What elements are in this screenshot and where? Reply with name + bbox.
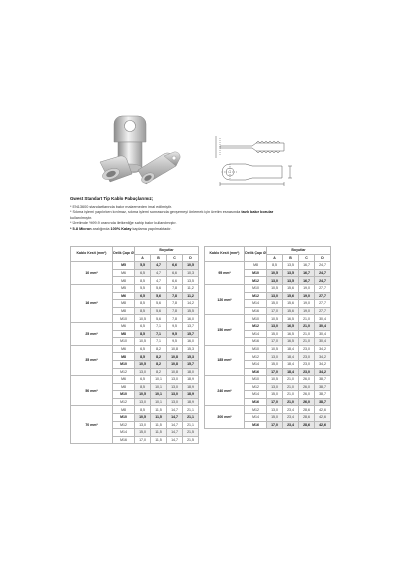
dimension-cell: 18,9 bbox=[183, 391, 199, 399]
dimension-cell: 6,6 bbox=[167, 277, 183, 285]
dimension-cell: 30,4 bbox=[315, 315, 331, 323]
table-row bbox=[205, 262, 331, 270]
hole-diameter-cell: M6 bbox=[113, 345, 135, 353]
cable-section-cell: 25 mm² bbox=[71, 322, 113, 345]
hole-diameter-cell: M16 bbox=[245, 338, 267, 346]
hole-diameter-cell: M10 bbox=[245, 269, 267, 277]
cable-lug-photo-icon bbox=[82, 112, 202, 192]
dimension-cell: 13,5 bbox=[183, 277, 199, 285]
dimension-cell: 10,5 bbox=[135, 338, 151, 346]
hole-diameter-cell: M16 bbox=[245, 307, 267, 315]
dimension-cell: 21,0 bbox=[283, 398, 299, 406]
hole-diameter-cell: M6 bbox=[113, 269, 135, 277]
dimension-cell: 19,0 bbox=[299, 300, 315, 308]
cable-section-cell: 70 mm² bbox=[71, 406, 113, 444]
dimension-cell: 17,0 bbox=[135, 436, 151, 444]
feature-emphasis: tavlı bakır borular bbox=[241, 210, 274, 215]
hole-diameter-cell: M10 bbox=[245, 315, 267, 323]
dimension-cell: 13,0 bbox=[167, 376, 183, 384]
dimension-cell: 23,4 bbox=[283, 421, 299, 429]
hole-diameter-cell: M16 bbox=[245, 398, 267, 406]
dimension-cell: 18,4 bbox=[283, 360, 299, 368]
dimension-cell: 6,6 bbox=[167, 262, 183, 270]
dimension-cell: 10,5 bbox=[135, 360, 151, 368]
dimension-cell: 5,6 bbox=[151, 315, 167, 323]
dimension-cell: 38,7 bbox=[315, 398, 331, 406]
dimension-cell: 21,0 bbox=[283, 383, 299, 391]
dimension-cell: 30,4 bbox=[315, 338, 331, 346]
cable-section-cell: 10 mm² bbox=[71, 262, 113, 285]
dimension-cell: 27,7 bbox=[315, 284, 331, 292]
dimension-cell: 14,7 bbox=[167, 406, 183, 414]
dimension-cell: 8,2 bbox=[151, 368, 167, 376]
hole-diameter-cell: M12 bbox=[245, 406, 267, 414]
table-row bbox=[71, 262, 199, 270]
dimension-cell: 18,4 bbox=[283, 345, 299, 353]
feature-text: * EN13600 standartlarında bakır malzemeden imal edilmiştir. bbox=[70, 205, 172, 209]
dimension-cell: 23,0 bbox=[299, 353, 315, 361]
dimension-cell: 23,0 bbox=[299, 345, 315, 353]
dimension-cell: 21,0 bbox=[283, 376, 299, 384]
feature-text: aralığında bbox=[91, 226, 111, 231]
dimension-cell: 6,5 bbox=[135, 376, 151, 384]
dimension-cell: 15,6 bbox=[283, 307, 299, 315]
dimension-cell: 10,5 bbox=[267, 284, 283, 292]
dimension-cell: 13,0 bbox=[167, 391, 183, 399]
dimension-cell: 34,2 bbox=[315, 368, 331, 376]
dimension-cell: 15,0 bbox=[267, 391, 283, 399]
dimension-cell: 21,5 bbox=[183, 429, 199, 437]
dimension-cell: 7,1 bbox=[151, 338, 167, 346]
header-col-d: D bbox=[315, 254, 331, 262]
dimension-cell: 15,0 bbox=[267, 414, 283, 422]
cable-section-cell: 120 mm² bbox=[205, 284, 245, 314]
dimension-cell: 16,0 bbox=[183, 315, 199, 323]
hole-diameter-cell: M8 bbox=[113, 406, 135, 414]
table-row bbox=[71, 406, 199, 414]
dimension-cell: 23,0 bbox=[299, 368, 315, 376]
dimension-cell: 15,0 bbox=[267, 300, 283, 308]
dimension-cell: 13,5 bbox=[283, 269, 299, 277]
dimension-cell: 15,0 bbox=[267, 330, 283, 338]
dimension-cell: 4,7 bbox=[151, 262, 167, 270]
dimension-cell: 28,6 bbox=[299, 421, 315, 429]
header-col-b: B bbox=[151, 254, 167, 262]
dimension-cell: 18,4 bbox=[283, 368, 299, 376]
dimension-cell: 16,5 bbox=[283, 315, 299, 323]
dimension-cell: 5,5 bbox=[135, 284, 151, 292]
dimension-cell: 7,1 bbox=[151, 330, 167, 338]
dimension-cell: 8,2 bbox=[151, 360, 167, 368]
dimension-cell: 27,7 bbox=[315, 300, 331, 308]
hole-diameter-cell: M10 bbox=[113, 315, 135, 323]
dimension-cell: 13,7 bbox=[183, 322, 199, 330]
dimension-cell: 6,6 bbox=[167, 269, 183, 277]
dimension-cell: 26,0 bbox=[299, 376, 315, 384]
dimension-cell: 14,7 bbox=[167, 421, 183, 429]
hole-diameter-cell: M14 bbox=[245, 330, 267, 338]
feature-list bbox=[70, 205, 340, 232]
dimension-cell: 15,6 bbox=[283, 284, 299, 292]
dimension-cell: 42,6 bbox=[315, 414, 331, 422]
dimension-cell: 10,5 bbox=[183, 262, 199, 270]
dimension-cell: 6,5 bbox=[135, 292, 151, 300]
dimension-cell: 38,7 bbox=[315, 376, 331, 384]
hole-diameter-cell: M10 bbox=[113, 391, 135, 399]
dimension-cell: 15,0 bbox=[267, 360, 283, 368]
dimension-cell: 26,0 bbox=[299, 383, 315, 391]
dimension-cell: 10,8 bbox=[167, 345, 183, 353]
dimension-cell: 10,5 bbox=[135, 315, 151, 323]
dimension-cell: 11,5 bbox=[151, 421, 167, 429]
dimension-cell: 30,4 bbox=[315, 330, 331, 338]
cable-section-cell: 240 mm² bbox=[205, 376, 245, 406]
dimension-cell: 10,1 bbox=[151, 383, 167, 391]
dimension-cell: 18,0 bbox=[183, 368, 199, 376]
dimension-cell: 13,0 bbox=[267, 292, 283, 300]
hole-diameter-cell: M10 bbox=[245, 345, 267, 353]
dimension-cell: 8,2 bbox=[151, 345, 167, 353]
header-col-b: B bbox=[283, 254, 299, 262]
hole-diameter-cell: M12 bbox=[245, 292, 267, 300]
dimension-cell: 17,0 bbox=[267, 398, 283, 406]
dimension-cell: 8,5 bbox=[135, 330, 151, 338]
dimension-cell: 18,9 bbox=[183, 398, 199, 406]
hole-diameter-cell: M8 bbox=[113, 330, 135, 338]
hole-diameter-cell: M10 bbox=[113, 360, 135, 368]
dimension-cell: 16,5 bbox=[283, 338, 299, 346]
hole-diameter-cell: M10 bbox=[113, 414, 135, 422]
dimension-cell: 15,6 bbox=[283, 300, 299, 308]
dimension-cell: 16,0 bbox=[183, 338, 199, 346]
header-col-d: D bbox=[183, 254, 199, 262]
dimension-cell: 7,8 bbox=[167, 292, 183, 300]
dimension-cell: 26,0 bbox=[299, 398, 315, 406]
dimension-cell: 13,5 bbox=[283, 277, 299, 285]
dimension-cell: 15,3 bbox=[183, 353, 199, 361]
hole-diameter-cell: M12 bbox=[245, 383, 267, 391]
dimension-cell: 10,5 bbox=[135, 414, 151, 422]
dimension-cell: 19,0 bbox=[299, 307, 315, 315]
dimension-cell: 17,0 bbox=[267, 307, 283, 315]
dimension-cell: 9,5 bbox=[167, 322, 183, 330]
header-col-c: C bbox=[167, 254, 183, 262]
dimension-cell: 21,1 bbox=[183, 421, 199, 429]
hole-diameter-cell: M16 bbox=[245, 368, 267, 376]
dimension-cell: 10,5 bbox=[267, 376, 283, 384]
cable-section-cell: 35 mm² bbox=[71, 345, 113, 375]
dimension-cell: 21,5 bbox=[183, 436, 199, 444]
dimension-cell: 23,0 bbox=[299, 360, 315, 368]
feature-text: kullanılmıştır. bbox=[70, 215, 93, 220]
dimension-cell: 16,5 bbox=[283, 330, 299, 338]
section-heading: Gwest Standart Tip Kablo Pabuçlarımız; bbox=[70, 196, 154, 201]
dimension-cell: 14,7 bbox=[167, 436, 183, 444]
dimension-cell: 21,0 bbox=[299, 338, 315, 346]
dimension-cell: 5,6 bbox=[151, 284, 167, 292]
dimension-cell: 13,0 bbox=[267, 322, 283, 330]
hole-diameter-cell: M16 bbox=[113, 436, 135, 444]
dimension-cell: 13,0 bbox=[167, 383, 183, 391]
hole-diameter-cell: M12 bbox=[113, 421, 135, 429]
hole-diameter-cell: M14 bbox=[245, 300, 267, 308]
dimension-cell: 13,0 bbox=[267, 353, 283, 361]
cable-section-cell: 185 mm² bbox=[205, 345, 245, 375]
dimension-cell: 16,7 bbox=[299, 262, 315, 270]
dimension-cell: 8,5 bbox=[135, 307, 151, 315]
cable-lug-drawing-icon bbox=[210, 132, 322, 192]
hole-diameter-cell: M12 bbox=[245, 353, 267, 361]
dimension-cell: 8,5 bbox=[135, 277, 151, 285]
feature-item bbox=[70, 227, 340, 232]
dimension-cell: 42,6 bbox=[315, 406, 331, 414]
dimension-cell: 23,4 bbox=[283, 406, 299, 414]
dimension-cell: 5,6 bbox=[151, 292, 167, 300]
dimension-cell: 13,0 bbox=[167, 398, 183, 406]
dimension-cell: 17,0 bbox=[267, 338, 283, 346]
dimension-cell: 13,0 bbox=[135, 368, 151, 376]
dimension-cell: 28,6 bbox=[299, 406, 315, 414]
dimension-cell: 16,7 bbox=[299, 277, 315, 285]
hole-diameter-cell: M8 bbox=[113, 277, 135, 285]
dimension-cell: 10,5 bbox=[267, 269, 283, 277]
dimension-cell: 13,0 bbox=[135, 398, 151, 406]
cable-section-cell: 300 mm² bbox=[205, 406, 245, 429]
dimension-cell: 14,7 bbox=[167, 429, 183, 437]
hole-diameter-cell: M12 bbox=[245, 277, 267, 285]
dimension-cell: 21,0 bbox=[299, 322, 315, 330]
dimension-cell: 8,5 bbox=[267, 262, 283, 270]
dimension-cell: 11,2 bbox=[183, 284, 199, 292]
dimension-cell: 13,0 bbox=[267, 383, 283, 391]
dimension-cell: 30,4 bbox=[315, 322, 331, 330]
dimension-cell: 21,1 bbox=[183, 414, 199, 422]
hole-diameter-cell: M8 bbox=[113, 353, 135, 361]
dimension-cell: 10,1 bbox=[151, 398, 167, 406]
dimension-cell: 7,1 bbox=[151, 322, 167, 330]
dimension-cell: 10,1 bbox=[151, 376, 167, 384]
hole-diameter-cell: M16 bbox=[245, 421, 267, 429]
dimension-cell: 7,8 bbox=[167, 307, 183, 315]
dimension-cell: 18,4 bbox=[283, 353, 299, 361]
dimension-cell: 24,7 bbox=[315, 269, 331, 277]
dimension-cell: 15,0 bbox=[135, 429, 151, 437]
dimension-cell: 15,7 bbox=[183, 330, 199, 338]
hole-diameter-cell: M8 bbox=[245, 262, 267, 270]
dimension-cell: 14,2 bbox=[183, 300, 199, 308]
hole-diameter-cell: M14 bbox=[113, 429, 135, 437]
dimension-cell: 4,7 bbox=[151, 269, 167, 277]
hole-diameter-cell: M6 bbox=[113, 376, 135, 384]
table-row bbox=[71, 376, 199, 384]
hole-diameter-cell: M14 bbox=[245, 414, 267, 422]
dimension-cell: 8,5 bbox=[135, 383, 151, 391]
feature-text: * Sıkma işlemi yapılırken kırılmaz, sıkma işlemi sonrasında gevşemeyi önlemek için üretim esnasında bbox=[70, 210, 242, 215]
dimension-cell: 9,5 bbox=[167, 338, 183, 346]
dimension-cell: 34,2 bbox=[315, 353, 331, 361]
dimension-cell: 8,5 bbox=[135, 406, 151, 414]
hole-diameter-cell: M10 bbox=[245, 284, 267, 292]
dimension-cell: 15,7 bbox=[183, 360, 199, 368]
feature-emphasis: 100% Kalay bbox=[110, 226, 132, 231]
header-kesit: Kablo Kesit (mm²) bbox=[71, 247, 113, 262]
dimension-cell: 5,6 bbox=[151, 307, 167, 315]
dimension-cell: 27,7 bbox=[315, 292, 331, 300]
dimension-cell: 6,5 bbox=[135, 322, 151, 330]
hole-diameter-cell: M12 bbox=[113, 368, 135, 376]
dimension-cell: 34,2 bbox=[315, 360, 331, 368]
dimension-cell: 13,0 bbox=[135, 421, 151, 429]
hole-diameter-cell: M8 bbox=[113, 300, 135, 308]
dimension-cell: 18,9 bbox=[183, 383, 199, 391]
dimension-cell: 10,3 bbox=[183, 269, 199, 277]
dimension-cell: 8,2 bbox=[151, 353, 167, 361]
spec-table-right bbox=[204, 246, 331, 429]
dimension-cell: 9,5 bbox=[167, 330, 183, 338]
dimension-cell: 5,6 bbox=[151, 300, 167, 308]
dimension-cell: 10,8 bbox=[167, 368, 183, 376]
dimension-cell: 17,0 bbox=[267, 421, 283, 429]
dimension-cell: 10,5 bbox=[267, 315, 283, 323]
spec-table-left bbox=[70, 246, 199, 444]
header-boyutlar: Boyutlar bbox=[135, 247, 199, 255]
header-delik: Delik Çapı Ø bbox=[113, 247, 135, 262]
dimension-cell: 6,5 bbox=[135, 345, 151, 353]
dimension-cell: 38,7 bbox=[315, 383, 331, 391]
dimension-cell: 10,8 bbox=[167, 353, 183, 361]
table-row bbox=[205, 406, 331, 414]
dimension-cell: 13,5 bbox=[283, 262, 299, 270]
hole-diameter-cell: M8 bbox=[113, 383, 135, 391]
dimension-cell: 24,7 bbox=[315, 277, 331, 285]
hole-diameter-cell: M5 bbox=[113, 262, 135, 270]
dimension-cell: 15,3 bbox=[183, 345, 199, 353]
header-delik: Delik Çapı Ø bbox=[245, 247, 267, 262]
dimension-cell: 13,0 bbox=[267, 277, 283, 285]
dimension-cell: 11,5 bbox=[151, 436, 167, 444]
feature-emphasis: * 5-8 Micron bbox=[70, 226, 92, 231]
table-row bbox=[71, 322, 199, 330]
dimension-cell: 11,5 bbox=[151, 414, 167, 422]
hole-diameter-cell: M14 bbox=[245, 391, 267, 399]
hole-diameter-cell: M12 bbox=[113, 398, 135, 406]
hole-diameter-cell: M14 bbox=[245, 360, 267, 368]
dimension-cell: 4,7 bbox=[151, 277, 167, 285]
hole-diameter-cell: M8 bbox=[113, 307, 135, 315]
table-row bbox=[205, 315, 331, 323]
dimension-cell: 7,8 bbox=[167, 300, 183, 308]
dimension-cell: 14,7 bbox=[167, 414, 183, 422]
hole-diameter-cell: M6 bbox=[113, 322, 135, 330]
dimension-cell: 10,8 bbox=[167, 360, 183, 368]
dimension-cell: 21,0 bbox=[299, 315, 315, 323]
dimension-cell: 19,0 bbox=[299, 284, 315, 292]
cable-section-cell: 50 mm² bbox=[71, 376, 113, 406]
dimension-cell: 10,5 bbox=[135, 391, 151, 399]
dimension-cell: 28,6 bbox=[299, 414, 315, 422]
hole-diameter-cell: M12 bbox=[245, 322, 267, 330]
dimension-cell: 11,5 bbox=[151, 429, 167, 437]
cable-section-cell: 16 mm² bbox=[71, 284, 113, 322]
dimension-cell: 7,8 bbox=[167, 284, 183, 292]
hole-diameter-cell: M10 bbox=[245, 376, 267, 384]
dimension-cell: 7,8 bbox=[167, 315, 183, 323]
dimension-cell: 21,1 bbox=[183, 406, 199, 414]
dimension-cell: 8,5 bbox=[135, 300, 151, 308]
header-col-a: A bbox=[267, 254, 283, 262]
dimension-cell: 27,7 bbox=[315, 307, 331, 315]
dimension-cell: 8,5 bbox=[135, 353, 151, 361]
hole-diameter-cell: M5 bbox=[113, 284, 135, 292]
dimension-cell: 6,5 bbox=[135, 269, 151, 277]
cable-section-cell: 150 mm² bbox=[205, 315, 245, 345]
dimension-cell: 21,0 bbox=[299, 330, 315, 338]
dimension-cell: 16,7 bbox=[299, 269, 315, 277]
table-row bbox=[205, 284, 331, 292]
table-row bbox=[205, 376, 331, 384]
dimension-cell: 16,5 bbox=[283, 322, 299, 330]
hole-diameter-cell: M10 bbox=[113, 338, 135, 346]
dimension-cell: 10,1 bbox=[151, 391, 167, 399]
header-kesit: Kablo Kesit (mm²) bbox=[205, 247, 245, 262]
dimension-cell: 26,0 bbox=[299, 391, 315, 399]
dimension-cell: 13,0 bbox=[267, 406, 283, 414]
table-row bbox=[71, 345, 199, 353]
dimension-cell: 5,5 bbox=[135, 262, 151, 270]
dimension-cell: 15,5 bbox=[183, 307, 199, 315]
header-col-c: C bbox=[299, 254, 315, 262]
cable-section-cell: 95 mm² bbox=[205, 262, 245, 285]
dimension-cell: 23,4 bbox=[283, 414, 299, 422]
dimension-cell: 34,2 bbox=[315, 345, 331, 353]
dimension-cell: 10,5 bbox=[267, 345, 283, 353]
table-row bbox=[71, 284, 199, 292]
dimension-cell: 15,6 bbox=[283, 292, 299, 300]
feature-text: * Üretimde %99.9 oranında iletkenliğe sahip bakır kullanılmıştır. bbox=[70, 221, 177, 226]
header-col-a: A bbox=[135, 254, 151, 262]
dimension-cell: 42,6 bbox=[315, 421, 331, 429]
dimension-cell: 19,0 bbox=[299, 292, 315, 300]
header-boyutlar: Boyutlar bbox=[267, 247, 331, 255]
dimension-cell: 17,0 bbox=[267, 368, 283, 376]
dimension-cell: 24,7 bbox=[315, 262, 331, 270]
dimension-cell: 21,0 bbox=[283, 391, 299, 399]
dimension-cell: 38,7 bbox=[315, 391, 331, 399]
dimension-cell: 11,5 bbox=[151, 406, 167, 414]
dimension-cell: 18,9 bbox=[183, 376, 199, 384]
hole-diameter-cell: M6 bbox=[113, 292, 135, 300]
dimension-cell: 11,2 bbox=[183, 292, 199, 300]
feature-text: kaplama yapılmaktadır. bbox=[131, 226, 172, 231]
table-row bbox=[205, 345, 331, 353]
